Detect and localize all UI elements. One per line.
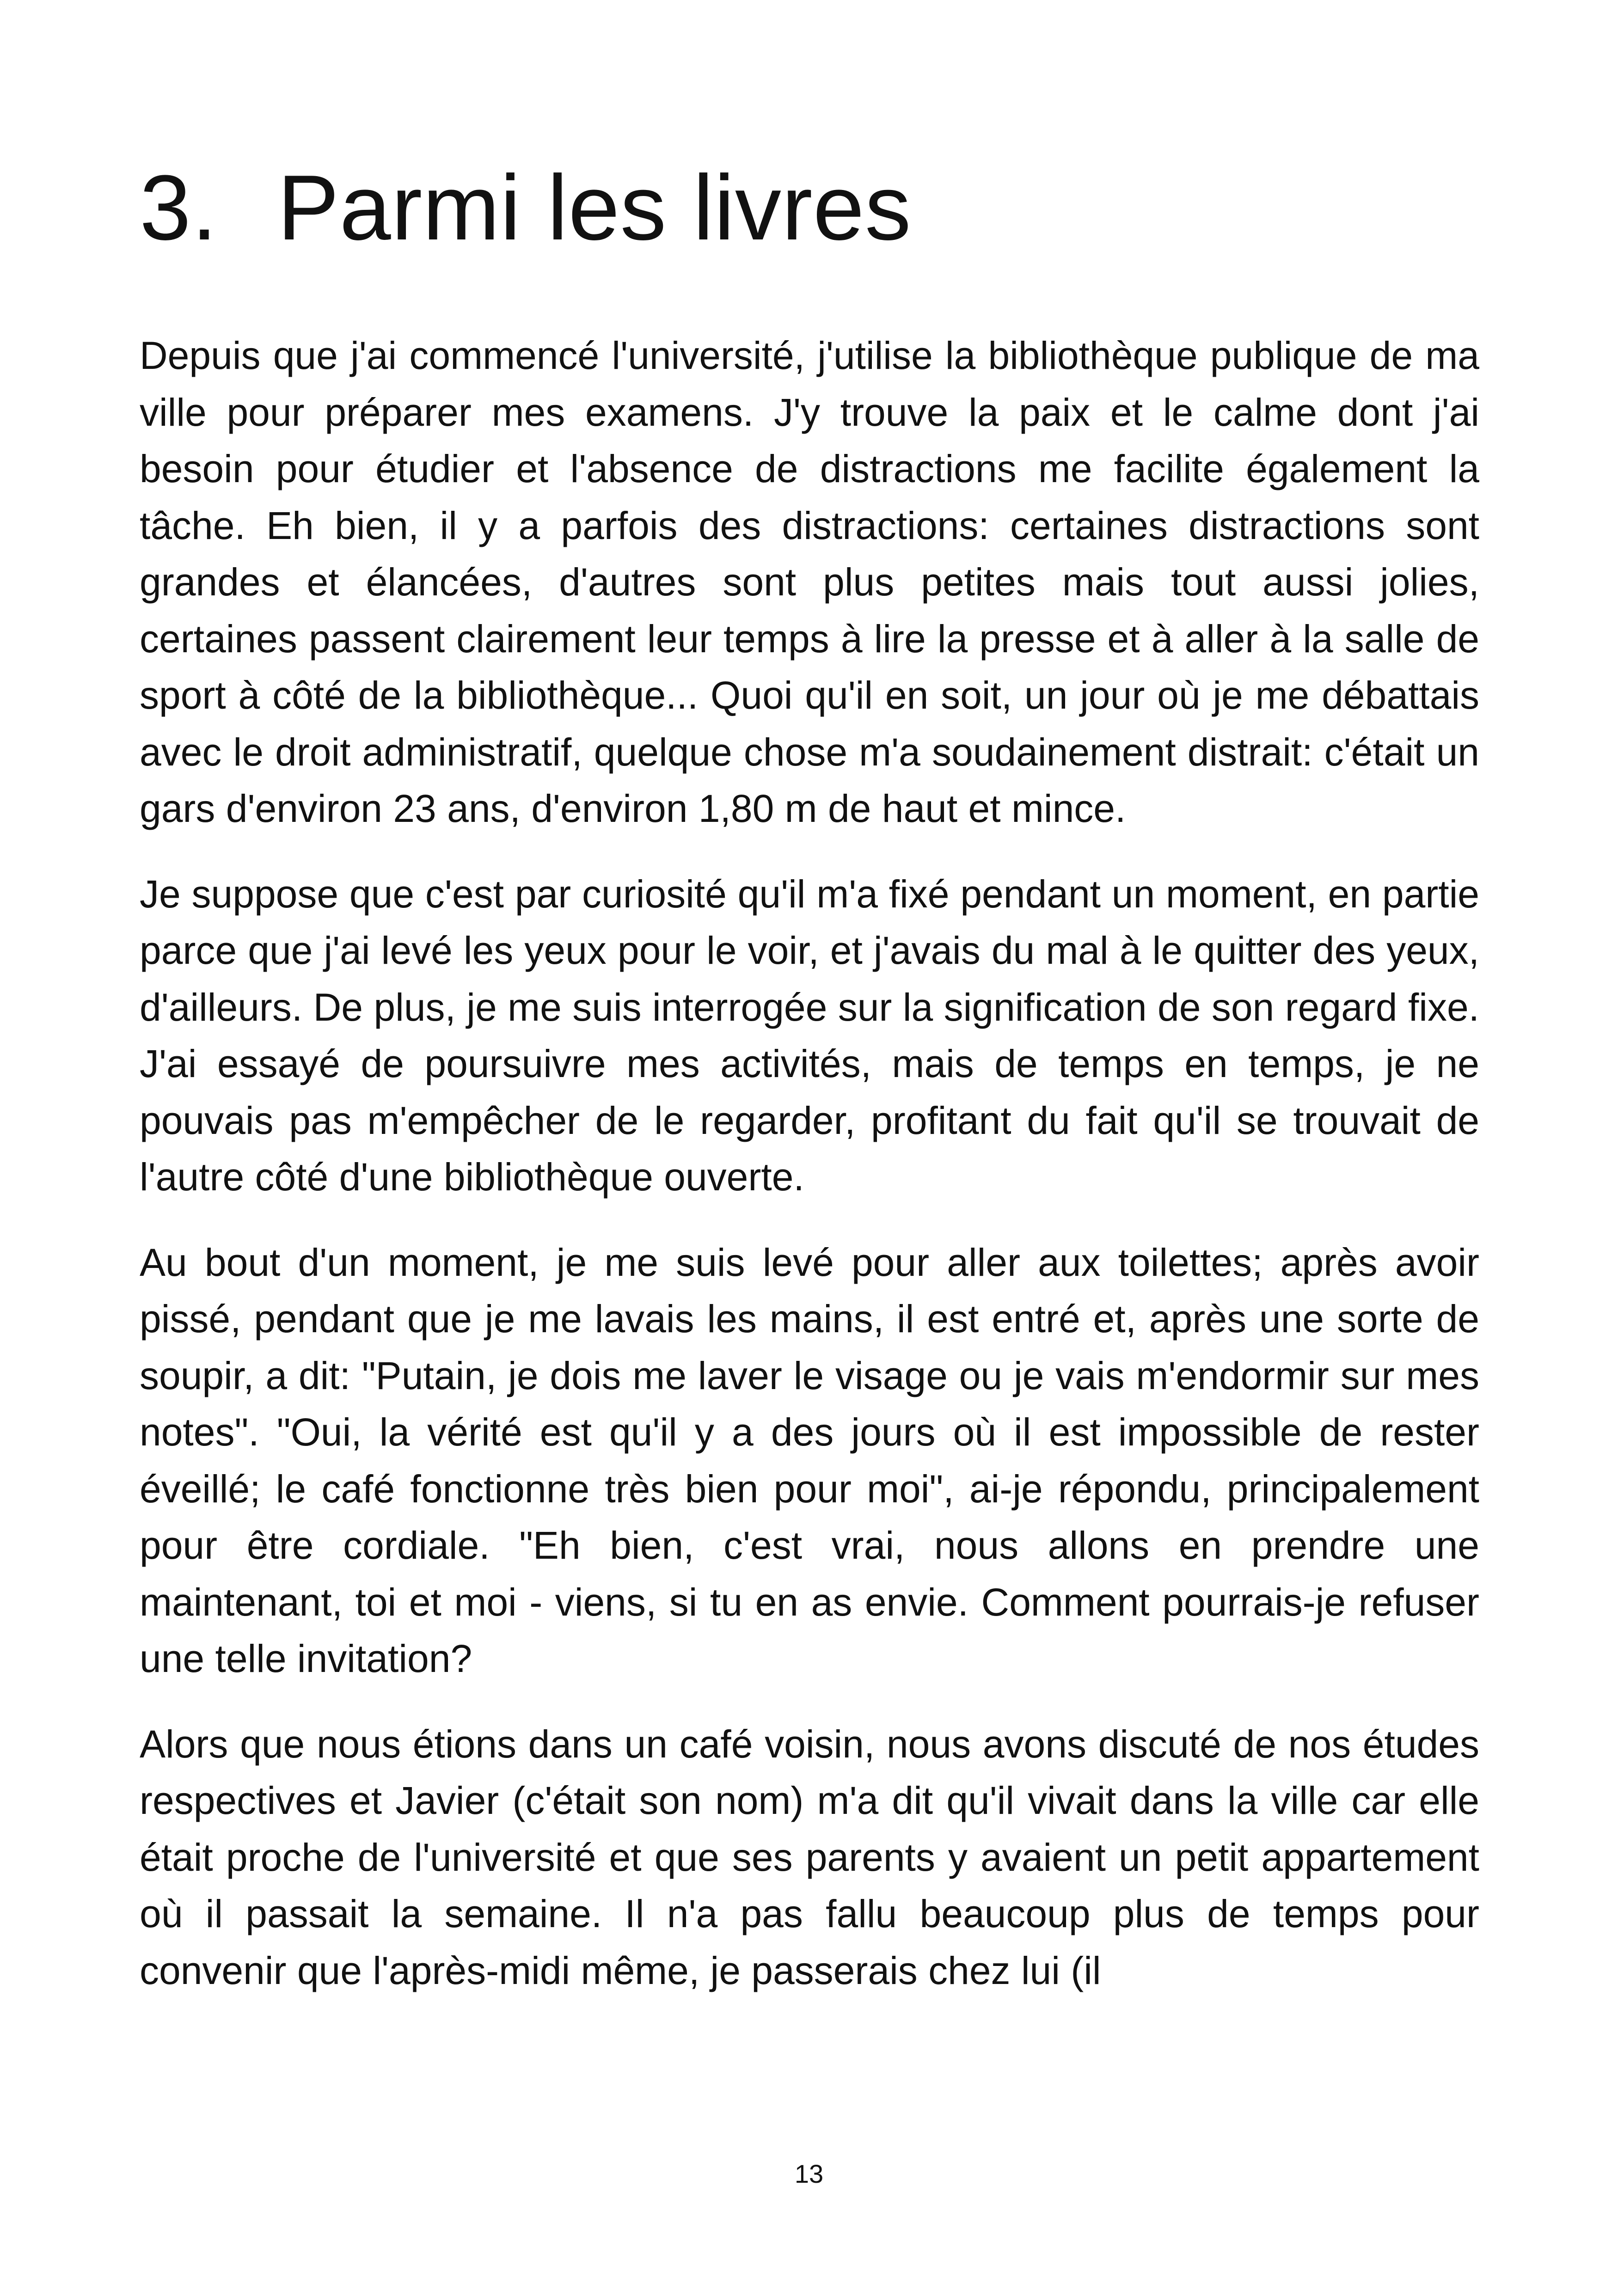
paragraph: Depuis que j'ai commencé l'université, j'utilise la bibliothèque publique de ma ville pour préparer mes examens. J'y trouve la paix et le calme dont j'ai besoin pour étudier et l'absence de distractions me facilite également la tâche. Eh bien, il y a parfois des distractions: certaines distractions sont grandes et élancées, d'autres sont plus petites mais tout aussi jolies, certaines passent clairement leur temps à lire la presse et à aller à la salle de sport à côté de la bibliothèque... Quoi qu'il en soit, un jour où je me débattais avec le droit administratif, quelque chose m'a soudainement distrait: c'était un gars d'environ 23 ans, d'environ 1,80 m de haut et mince. — [140, 334, 1479, 830]
paragraph: Je suppose que c'est par curiosité qu'il m'a fixé pendant un moment, en partie parce que j'ai levé les yeux pour le voir, et j'avais du mal à le quitter des yeux, d'ailleurs. De plus, je me suis interrogée sur la signification de son regard fixe. J'ai essayé de poursuivre mes activités, mais de temps en temps, je ne pouvais pas m'empêcher de le regarder, profitant du fait qu'il se trouvait de l'autre côté d'une bibliothèque ouverte. — [140, 872, 1479, 1199]
paragraph: Au bout d'un moment, je me suis levé pour aller aux toilettes; après avoir pissé, pendant que je me lavais les mains, il est entré et, après une sorte de soupir, a dit: "Putain, je dois me laver le visage ou je vais m'endormir sur mes notes". "Oui, la vérité est qu'il y a des jours où il est impossible de rester éveillé; le café fonctionne très bien pour moi", ai-je répondu, principalement pour être cordiale. "Eh bien, c'est vrai, nous allons en prendre une maintenant, toi et moi - viens, si tu en as envie. Comment pourrais-je refuser une telle invitation? — [140, 1240, 1479, 1680]
chapter-title: Parmi les livres — [277, 156, 912, 259]
page-number: 13 — [794, 2159, 824, 2188]
chapter-number: 3. — [140, 156, 218, 259]
chapter-heading — [140, 153, 912, 263]
chapter-body — [140, 327, 1479, 2027]
paragraph: Alors que nous étions dans un café voisin, nous avons discuté de nos études respectives et Javier (c'était son nom) m'a dit qu'il vivait dans la ville car elle était proche de l'université et que ses parents y avaient un petit appartement où il passait la semaine. Il n'a pas fallu beaucoup plus de temps pour convenir que l'après-midi même, je passerais chez lui (il — [140, 1722, 1479, 1992]
